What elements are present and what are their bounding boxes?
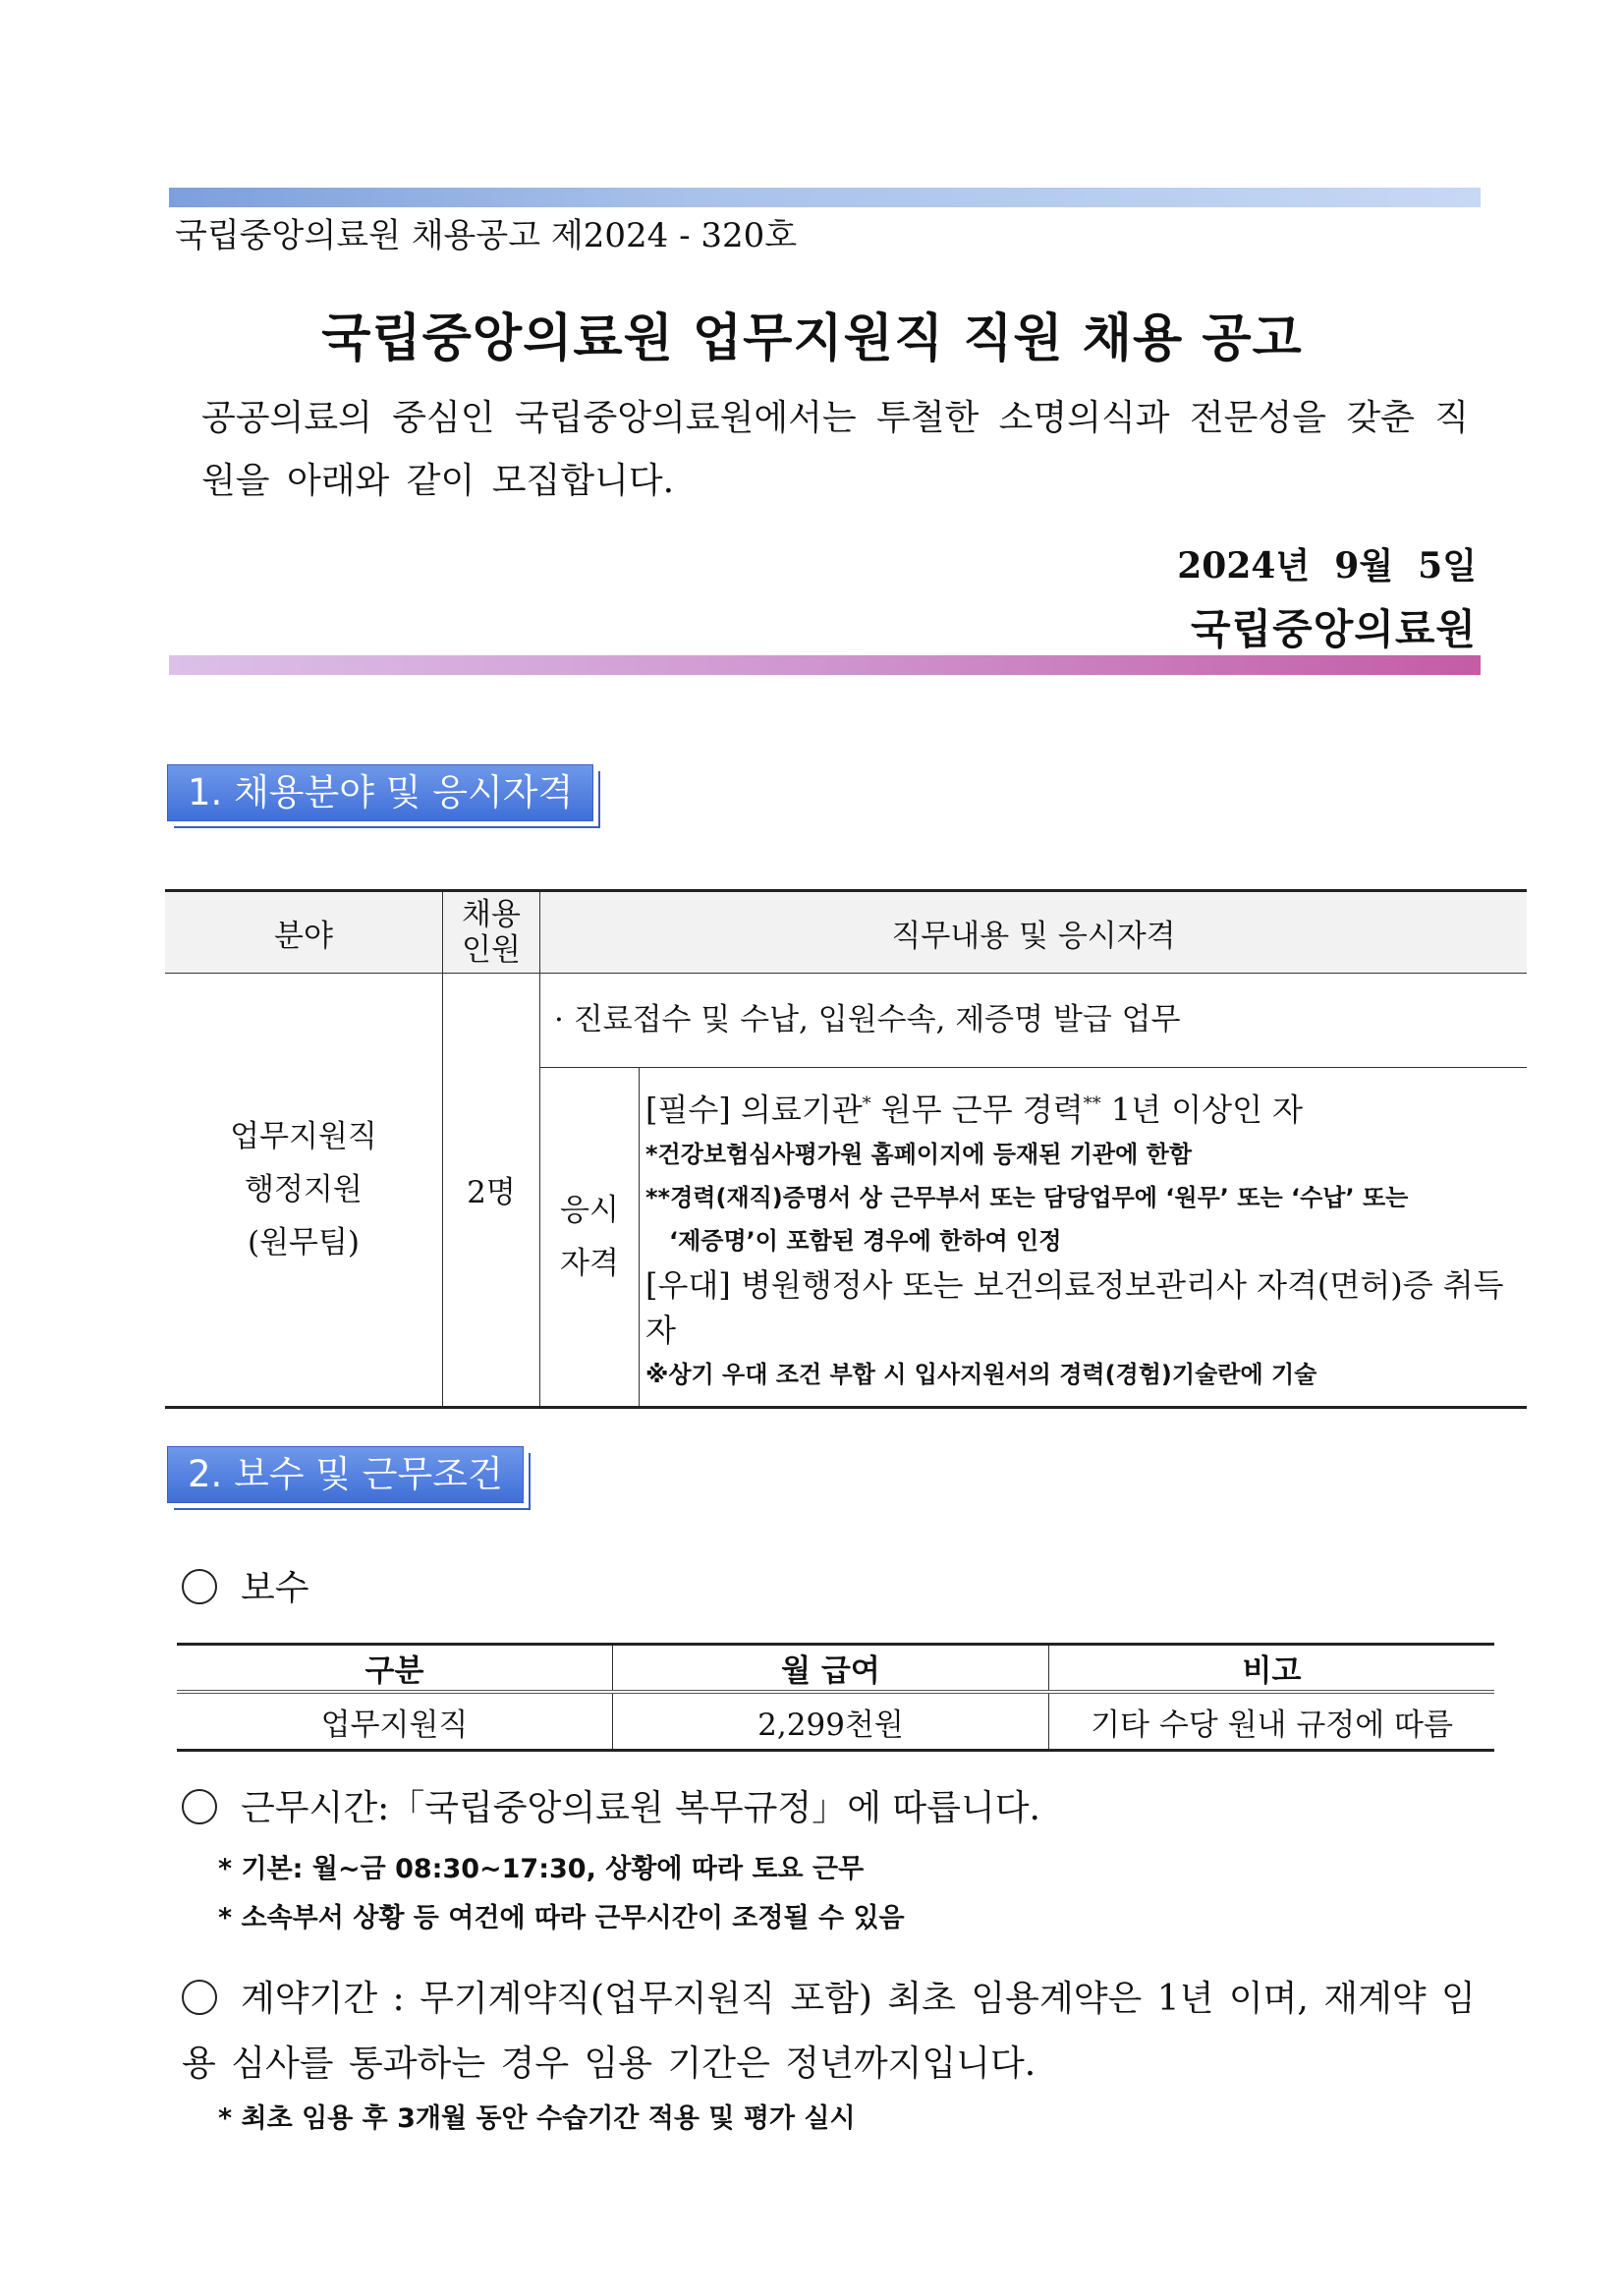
contract-item: 계약기간 : 무기계약직(업무지원직 포함) 최초 임용계약은 1년 이며, 재계약 임용 심사를 통과하는 경우 임용 기간은 정년까지입니다. xyxy=(182,1979,1476,2084)
header-category: 구분 xyxy=(177,1645,613,1693)
field-cell xyxy=(165,974,443,1408)
requirement-note: ‘제증명’이 포함된 경우에 한하여 인정 xyxy=(669,1226,1062,1255)
qual-label: 자격 xyxy=(560,1245,619,1281)
salary-item: 보수 xyxy=(182,1560,309,1610)
circle-bullet-icon xyxy=(182,1789,217,1824)
qual-cell xyxy=(640,1068,1528,1408)
table-row xyxy=(177,1692,1494,1751)
circle-bullet-icon xyxy=(182,1569,217,1604)
intro-paragraph: 공공의료의 중심인 국립중앙의료원에서는 투철한 소명의식과 전문성을 갖춘 직원을 아래와 같이 모집합니다. xyxy=(201,398,1469,501)
duty-text: · 진료접수 및 수납, 입원수속, 제증명 발급 업무 xyxy=(554,1002,1181,1037)
field-line: 행정지원 xyxy=(245,1171,363,1207)
duty-cell xyxy=(540,974,1528,1068)
qual-label: 응시 xyxy=(560,1192,619,1228)
field-line: (원무팀) xyxy=(247,1224,361,1260)
preferred: [우대] 병원행정사 또는 보건의료정보관리사 자격(면허)증 취득자 xyxy=(645,1265,1504,1349)
contract-note: * 최초 임용 후 3개월 동안 수습기간 적용 및 평가 실시 xyxy=(218,2103,856,2134)
table-row xyxy=(165,974,1527,1068)
table-header-row xyxy=(177,1645,1494,1693)
table-header-row xyxy=(165,891,1527,974)
header-top-bar xyxy=(169,188,1481,207)
field-line: 업무지원직 xyxy=(230,1118,377,1154)
header-monthly-pay: 월 급여 xyxy=(613,1645,1049,1693)
work-hours-item: 근무시간:「국립중앙의료원 복무규정」에 따릅니다. xyxy=(182,1780,1040,1830)
qual-label-cell xyxy=(540,1068,640,1408)
header-bottom-bar xyxy=(169,655,1481,675)
cell-monthly-pay: 2,299천원 xyxy=(613,1692,1049,1751)
cell-remarks: 기타 수당 원내 규정에 따름 xyxy=(1049,1692,1495,1751)
section-1-heading: 1. 채용분야 및 응시자격 xyxy=(167,764,593,821)
requirement-note: **경력(재직)증명서 상 근무부서 또는 담당업무에 ‘원무’ 또는 ‘수납’ 또는 xyxy=(645,1183,1409,1211)
page-title: 국립중앙의료원 업무지원직 직원 채용 공고 xyxy=(321,309,1303,368)
salary-table xyxy=(177,1643,1494,1752)
header-field: 분야 xyxy=(165,891,443,974)
section-2-heading: 2. 보수 및 근무조건 xyxy=(167,1446,524,1503)
header-duty: 직무내용 및 응시자격 xyxy=(540,891,1528,974)
circle-bullet-icon xyxy=(182,1980,217,2015)
requirement-note: *건강보험심사평가원 홈페이지에 등재된 기관에 한함 xyxy=(645,1140,1193,1168)
cell-category: 업무지원직 xyxy=(177,1692,613,1751)
count-cell: 2명 xyxy=(443,974,540,1408)
notice-number: 국립중앙의료원 채용공고 제2024 - 320호 xyxy=(175,216,798,255)
preferred-note: ※상기 우대 조건 부합 시 입사지원서의 경력(경험)기술란에 기술 xyxy=(645,1360,1317,1388)
header-count: 채용 인원 xyxy=(443,891,540,974)
issuer-name: 국립중앙의료원 xyxy=(1190,605,1477,653)
notice-date: 2024년 9월 5일 xyxy=(1177,545,1477,587)
work-hours-note: * 소속부서 상황 등 여건에 따라 근무시간이 조정될 수 있음 xyxy=(218,1903,905,1933)
requirement: [필수] 의료기관* 원무 근무 경력** 1년 이상인 자 xyxy=(645,1091,1304,1129)
header-remarks: 비고 xyxy=(1049,1645,1495,1693)
recruitment-table xyxy=(165,889,1527,1409)
work-hours-note: * 기본: 월~금 08:30~17:30, 상황에 따라 토요 근무 xyxy=(218,1854,865,1884)
